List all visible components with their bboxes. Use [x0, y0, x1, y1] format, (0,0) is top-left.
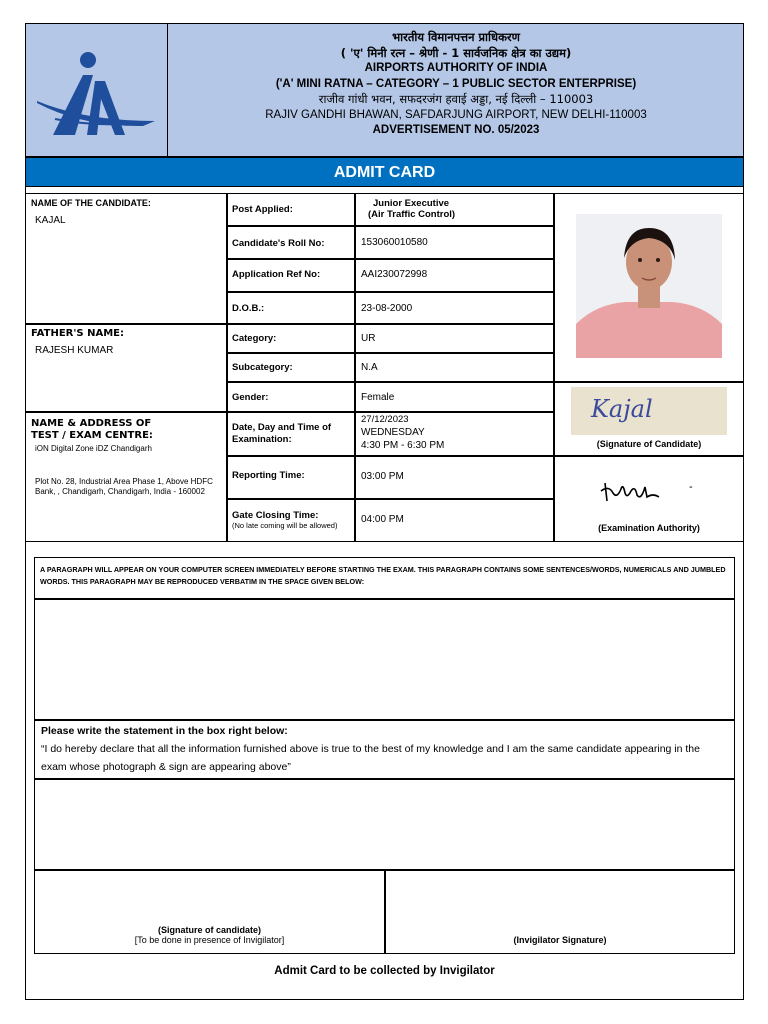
- post-value-cell: [355, 193, 554, 226]
- aai-logo-icon: [25, 23, 168, 157]
- roll-value: 153060010580: [361, 237, 428, 248]
- header-text: [168, 30, 744, 139]
- gender-label-cell: [227, 382, 355, 412]
- exam-centre-cell: [25, 412, 227, 542]
- subcategory-label: Subcategory:: [232, 362, 293, 373]
- dob-value: 23-08-2000: [361, 303, 413, 314]
- roll-value-cell: [355, 226, 554, 259]
- exam-date: 27/12/2023: [361, 414, 409, 425]
- authority-signature-label: (Examination Authority): [598, 523, 700, 533]
- appref-value-cell: [355, 259, 554, 292]
- header-org-name: AIRPORTS AUTHORITY OF INDIA: [364, 62, 548, 74]
- exam-time: 4:30 PM - 6:30 PM: [361, 440, 445, 451]
- post-label: Post Applied:: [232, 204, 293, 215]
- appref-value: AAI230072998: [361, 269, 428, 280]
- candidate-photo: [576, 214, 722, 358]
- authority-dash: -: [689, 481, 693, 493]
- candidate-name-cell: [25, 193, 227, 324]
- gate-label-cell: [227, 499, 355, 542]
- category-value-cell: [355, 324, 554, 353]
- statement-text: “I do hereby declare that all the information furnished above is true to the best of my knowledge and I am the same candidate appearing in the exam whose photograph & sign are appearing above”: [41, 743, 700, 773]
- candidate-sign-box-label: (Signature of candidate): [157, 925, 261, 935]
- statement-write-box[interactable]: [34, 779, 735, 870]
- gender-value-cell: [355, 382, 554, 412]
- gate-label: Gate Closing Time:: [232, 510, 319, 521]
- header-hindi-name: भारतीय विमानपत्तन प्राधिकरण: [392, 30, 520, 44]
- post-label-cell: [227, 193, 355, 226]
- candidate-signature-text: Kajal: [591, 395, 653, 423]
- appref-label: Application Ref No:: [232, 269, 321, 280]
- category-label: Category:: [232, 333, 277, 344]
- category-label-cell: [227, 324, 355, 353]
- reporting-label: Reporting Time:: [232, 470, 305, 481]
- candidate-signature-image: [571, 387, 727, 435]
- header-hindi-address: राजीव गांधी भवन, सफदरजंग हवाई अड्डा, नई दिल्ली – 110003: [318, 92, 594, 106]
- exam-day: WEDNESDAY: [361, 427, 425, 438]
- father-name-value: RAJESH KUMAR: [35, 345, 114, 356]
- dob-value-cell: [355, 292, 554, 324]
- authority-signature-image: [599, 475, 679, 505]
- page-title: ADMIT CARD: [25, 157, 744, 187]
- photo-cell: [554, 193, 744, 382]
- candidate-sign-box[interactable]: [34, 870, 385, 954]
- header-address: RAJIV GANDHI BHAWAN, SAFDARJUNG AIRPORT, NEW DELHI-110003: [265, 108, 647, 121]
- subcategory-value-cell: [355, 353, 554, 382]
- invigilator-sign-box-label: (Invigilator Signature): [513, 935, 607, 945]
- statement-instruction-box: [34, 720, 735, 779]
- gate-note: (No late coming will be allowed): [232, 521, 338, 530]
- post-value-line1: Junior Executive: [373, 198, 450, 209]
- candidate-name-label: NAME OF THE CANDIDATE:: [31, 198, 151, 208]
- footer-note: Admit Card to be collected by Invigilator: [274, 965, 495, 977]
- appref-label-cell: [227, 259, 355, 292]
- gate-value-cell: [355, 499, 554, 542]
- candidate-signature-cell: [554, 382, 744, 456]
- centre-label-line2: TEST / EXAM CENTRE:: [31, 430, 153, 441]
- gender-label: Gender:: [232, 392, 269, 403]
- centre-label-line1: NAME & ADDRESS OF: [31, 418, 152, 429]
- father-name-label: FATHER'S NAME:: [31, 328, 125, 339]
- candidate-signature-label: (Signature of Candidate): [596, 439, 702, 449]
- exam-label-cell: [227, 412, 355, 456]
- category-value: UR: [361, 333, 376, 344]
- exam-value-cell: [355, 412, 554, 456]
- invigilator-sign-box[interactable]: [385, 870, 735, 954]
- dob-label: D.O.B.:: [232, 303, 265, 314]
- subcategory-value: N.A: [361, 362, 378, 373]
- gender-value: Female: [361, 392, 395, 403]
- paragraph-write-box[interactable]: [34, 599, 735, 720]
- header-advertisement: ADVERTISEMENT NO. 05/2023: [372, 124, 540, 136]
- paragraph-instruction-text: A PARAGRAPH WILL APPEAR ON YOUR COMPUTER SCREEN IMMEDIATELY BEFORE STARTING THE EXAM. THIS PARAGRAPH CONTAINS SOME SENTENCES/WORDS, NUMERICALS AND JUMBLED WORDS. THIS PARAGRAPH MAY BE REPRODUCED VERBATIM IN THE SPACE GIVEN BELOW:: [40, 565, 726, 586]
- roll-label: Candidate's Roll No:: [232, 238, 325, 249]
- reporting-label-cell: [227, 456, 355, 499]
- subcategory-label-cell: [227, 353, 355, 382]
- statement-heading: Please write the statement in the box right below:: [41, 725, 288, 737]
- centre-address: Plot No. 28, Industrial Area Phase 1, Above HDFC Bank, , Chandigarh, Chandigarh, India - 160002: [35, 477, 213, 496]
- exam-label: Date, Day and Time of Examination:: [232, 422, 332, 445]
- roll-label-cell: [227, 226, 355, 259]
- authority-signature-cell: [554, 456, 744, 542]
- gate-value: 04:00 PM: [361, 514, 404, 525]
- candidate-sign-box-note: [To be done in presence of Invigilator]: [134, 935, 285, 945]
- father-name-cell: [25, 324, 227, 412]
- post-value-line2: (Air Traffic Control): [368, 209, 456, 220]
- paragraph-instruction-box: [34, 557, 735, 599]
- reporting-value-cell: [355, 456, 554, 499]
- header-hindi-category: ( 'ए' मिनी रत्न – श्रेणी - 1 सार्वजनिक क्षेत्र का उद्यम): [340, 45, 572, 60]
- candidate-name-value: KAJAL: [35, 215, 66, 226]
- centre-name: iON Digital Zone iDZ Chandigarh: [35, 444, 152, 453]
- header-org-category: ('A' MINI RATNA – CATEGORY – 1 PUBLIC SECTOR ENTERPRISE): [275, 77, 637, 90]
- dob-label-cell: [227, 292, 355, 324]
- logo-cell: [25, 23, 168, 157]
- reporting-value: 03:00 PM: [361, 471, 404, 482]
